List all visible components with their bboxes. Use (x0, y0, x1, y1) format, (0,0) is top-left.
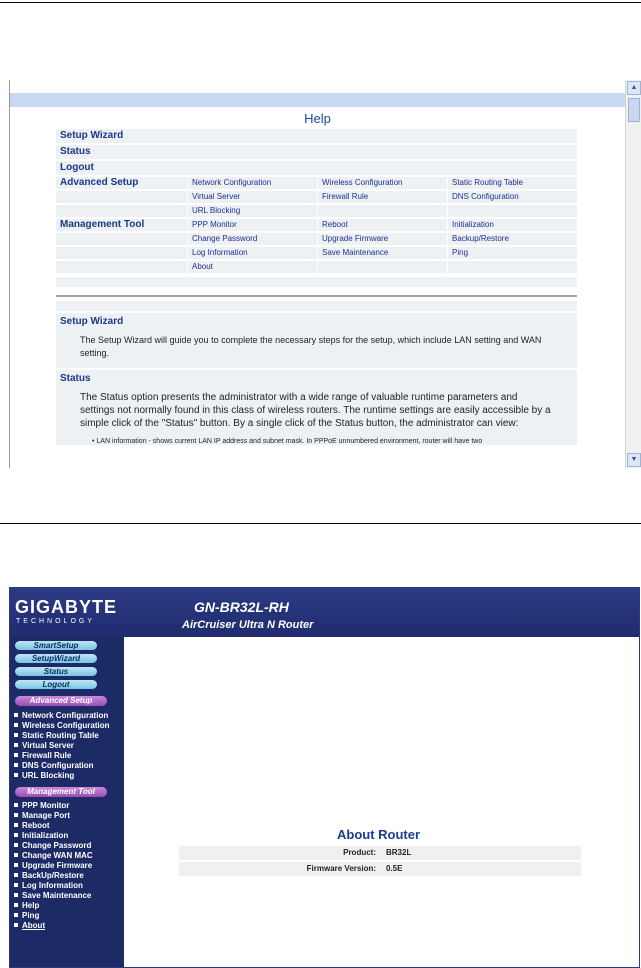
router-model-subtitle: AirCruiser Ultra N Router (182, 619, 314, 631)
nav-label: URL Blocking (22, 771, 75, 780)
vertical-scrollbar[interactable] (625, 80, 641, 468)
scroll-down-arrow-icon[interactable]: ▼ (627, 453, 641, 467)
help-link-logout[interactable]: Logout (60, 162, 94, 173)
help-group-empty (56, 205, 187, 217)
help-menu-status-row[interactable] (56, 145, 577, 159)
nav-label: DNS Configuration (22, 761, 94, 770)
nav-label: Reboot (22, 821, 50, 830)
help-link[interactable]: Firewall Rule (317, 191, 447, 203)
nav-label: Help (22, 901, 40, 910)
help-cell-empty (317, 261, 447, 273)
help-grid-row (56, 219, 577, 231)
nav-firewall-rule[interactable] (14, 751, 71, 760)
bullet-square-icon (14, 743, 18, 747)
help-grid-row (56, 247, 577, 259)
help-grid-row (56, 205, 577, 217)
middle-border-line (0, 523, 641, 524)
nav-label: Save Maintenance (22, 891, 92, 900)
help-grid-row (56, 191, 577, 203)
help-link[interactable]: Reboot (317, 219, 447, 231)
help-link[interactable]: Network Configuration (187, 177, 317, 189)
nav-upgrade-firmware[interactable] (14, 861, 92, 870)
help-menu-setup-wizard-row[interactable] (56, 129, 577, 143)
nav-label: Virtual Server (22, 741, 74, 750)
bullet-square-icon (14, 883, 18, 887)
help-link[interactable]: Static Routing Table (447, 177, 577, 189)
bullet-square-icon (14, 803, 18, 807)
nav-label: Network Configuration (22, 711, 109, 720)
section-bullet: • LAN information - shows current LAN IP address and subnet mask. In PPPoE unnumbered environment, router will have two (92, 438, 483, 445)
advanced-setup-heading: Advanced Setup (15, 696, 107, 706)
nav-dns-configuration[interactable] (14, 761, 94, 770)
nav-ppp-monitor[interactable] (14, 801, 69, 810)
help-content (10, 80, 625, 468)
gigabyte-logo-subtitle: TECHNOLOGY (16, 618, 96, 625)
bullet-square-icon (14, 863, 18, 867)
logout-button[interactable]: Logout (15, 680, 97, 689)
bullet-square-icon (14, 773, 18, 777)
bullet-square-icon (14, 713, 18, 717)
help-grid-row (56, 177, 577, 189)
nav-reboot[interactable] (14, 821, 50, 830)
bullet-square-icon (14, 763, 18, 767)
nav-help[interactable] (14, 901, 39, 910)
scroll-up-arrow-icon[interactable]: ▲ (627, 81, 641, 95)
smart-setup-button[interactable]: SmartSetup (15, 641, 97, 650)
nav-label: BackUp/Restore (22, 871, 84, 880)
nav-backup-restore[interactable] (14, 871, 84, 880)
help-link[interactable]: PPP Monitor (187, 219, 317, 231)
firmware-value: 0.5E (386, 864, 403, 873)
bullet-square-icon (14, 873, 18, 877)
help-link[interactable]: Log Information (187, 247, 317, 259)
help-link-setup-wizard[interactable]: Setup Wizard (60, 130, 124, 141)
firmware-label: Firmware Version: (306, 864, 376, 873)
help-link[interactable]: URL Blocking (187, 205, 317, 217)
help-group-empty (56, 191, 187, 203)
section-heading: Setup Wizard (60, 316, 124, 327)
nav-log-information[interactable] (14, 881, 83, 890)
help-link[interactable]: Virtual Server (187, 191, 317, 203)
nav-wireless-configuration[interactable] (14, 721, 110, 730)
bullet-square-icon (14, 853, 18, 857)
bullet-square-icon (14, 733, 18, 737)
nav-label: Log Information (22, 881, 83, 890)
firmware-row (179, 862, 581, 876)
about-router-title: About Router (337, 827, 421, 842)
help-grid-row (56, 261, 577, 273)
help-group-management-tool[interactable]: Management Tool (60, 219, 145, 230)
nav-about[interactable] (14, 921, 45, 930)
help-spacer (56, 277, 577, 287)
nav-label: Manage Port (22, 811, 71, 820)
section-body: The Status option presents the administrator with a wide range of valuable runtime parameters and settings not normally found in this class of wireless routers. The runtime settings are easily accessible by a simple click of the "Status" button. By a single click of the Status button, the administrator can view: (80, 392, 551, 429)
section-body: The Setup Wizard will guide you to complete the necessary steps for the setup, which include LAN setting and WAN setting. (80, 335, 542, 358)
nav-manage-port[interactable] (14, 811, 70, 820)
help-cell-empty (447, 261, 577, 273)
nav-save-maintenance[interactable] (14, 891, 91, 900)
help-link[interactable]: Upgrade Firmware (317, 233, 447, 245)
help-link[interactable]: Change Password (187, 233, 317, 245)
help-link[interactable]: Wireless Configuration (317, 177, 447, 189)
management-tool-heading: Management Tool (15, 787, 107, 797)
help-link[interactable]: Save Maintenance (317, 247, 447, 259)
help-spacer (56, 301, 577, 311)
section-heading: Status (60, 373, 91, 384)
nav-change-password[interactable] (14, 841, 91, 850)
help-divider (56, 295, 577, 297)
help-group-advanced-setup[interactable]: Advanced Setup (60, 177, 139, 188)
help-link[interactable]: Initialization (447, 219, 577, 231)
bullet-square-icon (14, 813, 18, 817)
nav-label: Wireless Configuration (22, 721, 110, 730)
nav-ping[interactable] (14, 911, 39, 920)
nav-label: Change WAN MAC (22, 851, 93, 860)
help-link-status[interactable]: Status (60, 146, 91, 157)
help-link[interactable]: Ping (447, 247, 577, 259)
nav-label: PPP Monitor (22, 801, 70, 810)
bullet-square-icon (14, 913, 18, 917)
help-section-status (56, 370, 577, 445)
nav-url-blocking[interactable] (14, 771, 74, 780)
help-header-band (10, 93, 625, 107)
status-button[interactable]: Status (15, 667, 97, 676)
router-header (10, 588, 640, 637)
help-group-empty (56, 261, 187, 273)
bullet-square-icon (14, 923, 18, 927)
scroll-thumb[interactable] (628, 98, 640, 122)
nav-static-routing-table[interactable] (14, 731, 99, 740)
help-title: Help (304, 111, 331, 126)
help-menu-logout-row[interactable] (56, 161, 577, 175)
gigabyte-logo: GIGABYTE (15, 597, 118, 617)
router-sidebar (10, 637, 124, 968)
nav-label: Static Routing Table (22, 731, 99, 740)
nav-label: Change Password (22, 841, 92, 850)
product-value: BR32L (386, 848, 412, 857)
nav-virtual-server[interactable] (14, 741, 74, 750)
router-model-name: GN-BR32L-RH (194, 599, 289, 615)
nav-label: Initialization (22, 831, 69, 840)
help-group-empty (56, 247, 187, 259)
help-cell-empty (317, 205, 447, 217)
help-link[interactable]: About (187, 261, 317, 273)
bullet-square-icon (14, 823, 18, 827)
bullet-square-icon (14, 843, 18, 847)
nav-label: Ping (22, 911, 40, 920)
product-label: Product: (343, 848, 376, 857)
help-section-setup-wizard (56, 313, 577, 368)
nav-initialization[interactable] (14, 831, 68, 840)
bullet-square-icon (14, 903, 18, 907)
bullet-square-icon (14, 753, 18, 757)
setup-wizard-button[interactable]: SetupWizard (15, 654, 97, 663)
help-grid-row (56, 233, 577, 245)
help-link[interactable]: Backup/Restore (447, 233, 577, 245)
nav-label: Upgrade Firmware (22, 861, 93, 870)
nav-change-wan-mac[interactable] (14, 851, 93, 860)
top-border-line (0, 2, 641, 3)
help-page-screenshot (9, 80, 641, 468)
help-group-empty (56, 233, 187, 245)
router-page-screenshot (9, 587, 640, 968)
product-row (179, 846, 581, 860)
bullet-square-icon (14, 893, 18, 897)
help-link[interactable]: DNS Configuration (447, 191, 577, 203)
nav-label: Firewall Rule (22, 751, 72, 760)
router-main-panel (124, 637, 640, 968)
nav-label: About (22, 921, 46, 930)
nav-network-configuration[interactable] (14, 711, 108, 720)
help-cell-empty (447, 205, 577, 217)
bullet-square-icon (14, 723, 18, 727)
bullet-square-icon (14, 833, 18, 837)
